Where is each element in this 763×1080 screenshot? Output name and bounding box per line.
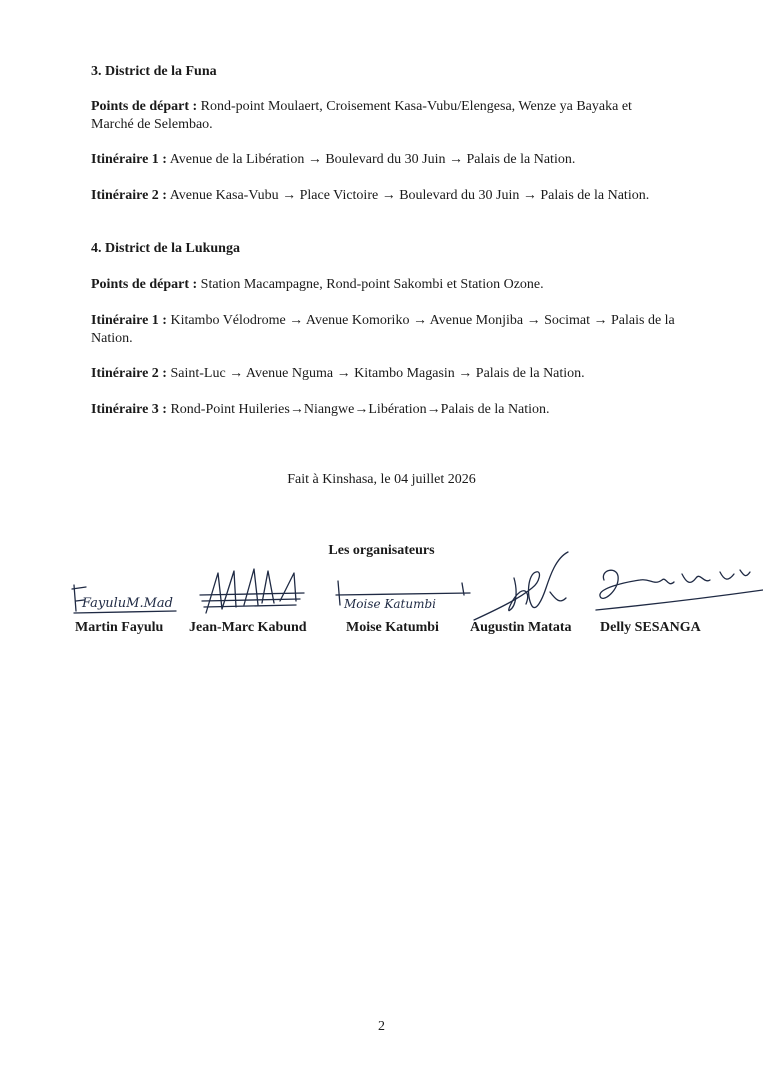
svg-text:FayuluM.Mad: FayuluM.Mad xyxy=(82,596,173,611)
itinerary-text: Avenue de la Libération → Boulevard du 30 Juin → Palais de la Nation. xyxy=(169,152,576,167)
place-and-date: Fait à Kinshasa, le 04 juillet 2026 xyxy=(287,472,476,487)
svg-text:Moise Katumbi: Moise Katumbi xyxy=(344,597,436,611)
funa-itinerary-2 xyxy=(91,187,676,205)
signature-augustin-matata xyxy=(470,548,580,626)
itinerary-label: Itinéraire 2 : xyxy=(91,188,167,203)
itinerary-text: Kitambo Vélodrome → Avenue Komoriko → Avenue Monjiba → Socimat → Palais de la Nation. xyxy=(91,313,675,346)
itinerary-text: Rond-Point Huileries→Niangwe→Libération→Palais de la Nation. xyxy=(170,402,550,417)
itinerary-label: Itinéraire 3 : xyxy=(91,402,167,417)
section-heading-lukunga: 4. District de la Lukunga xyxy=(91,241,240,256)
signatory-augustin-matata: Augustin Matata xyxy=(470,620,572,635)
signature-delly-sesanga xyxy=(596,560,763,620)
departure-label: Points de départ : xyxy=(91,277,198,292)
itinerary-text: Saint-Luc → Avenue Nguma → Kitambo Magasin → Palais de la Nation. xyxy=(170,366,585,381)
itinerary-text: Avenue Kasa-Vubu → Place Victoire → Boulevard du 30 Juin → Palais de la Nation. xyxy=(169,188,650,203)
signature-martin-fayulu xyxy=(68,575,188,617)
itinerary-label: Itinéraire 1 : xyxy=(91,313,167,328)
signature-jean-marc-kabund xyxy=(196,565,311,620)
lukunga-itinerary-3 xyxy=(91,401,676,419)
itinerary-label: Itinéraire 1 : xyxy=(91,152,167,167)
lukunga-itinerary-1 xyxy=(91,312,676,348)
organizers-title: Les organisateurs xyxy=(328,543,435,558)
lukunga-itinerary-2 xyxy=(91,365,676,383)
section-heading-funa: 3. District de la Funa xyxy=(91,64,217,79)
signatory-jean-marc-kabund: Jean-Marc Kabund xyxy=(189,620,307,635)
page-number: 2 xyxy=(378,1019,385,1034)
signatory-martin-fayulu: Martin Fayulu xyxy=(75,620,164,635)
lukunga-departure-points xyxy=(91,276,676,294)
signatory-delly-sesanga: Delly SESANGA xyxy=(600,620,701,635)
funa-departure-points xyxy=(91,98,676,134)
signatory-moise-katumbi: Moise Katumbi xyxy=(346,620,439,635)
departure-label: Points de départ : xyxy=(91,99,198,114)
funa-itinerary-1 xyxy=(91,151,676,169)
signature-moise-katumbi xyxy=(334,575,474,615)
departure-text: Rond-point Moulaert, Croisement Kasa-Vubu/Elengesa, Wenze ya Bayaka et Marché de Selembao. xyxy=(91,99,632,132)
departure-text: Station Macampagne, Rond-point Sakombi et Station Ozone. xyxy=(200,277,544,292)
itinerary-label: Itinéraire 2 : xyxy=(91,366,167,381)
